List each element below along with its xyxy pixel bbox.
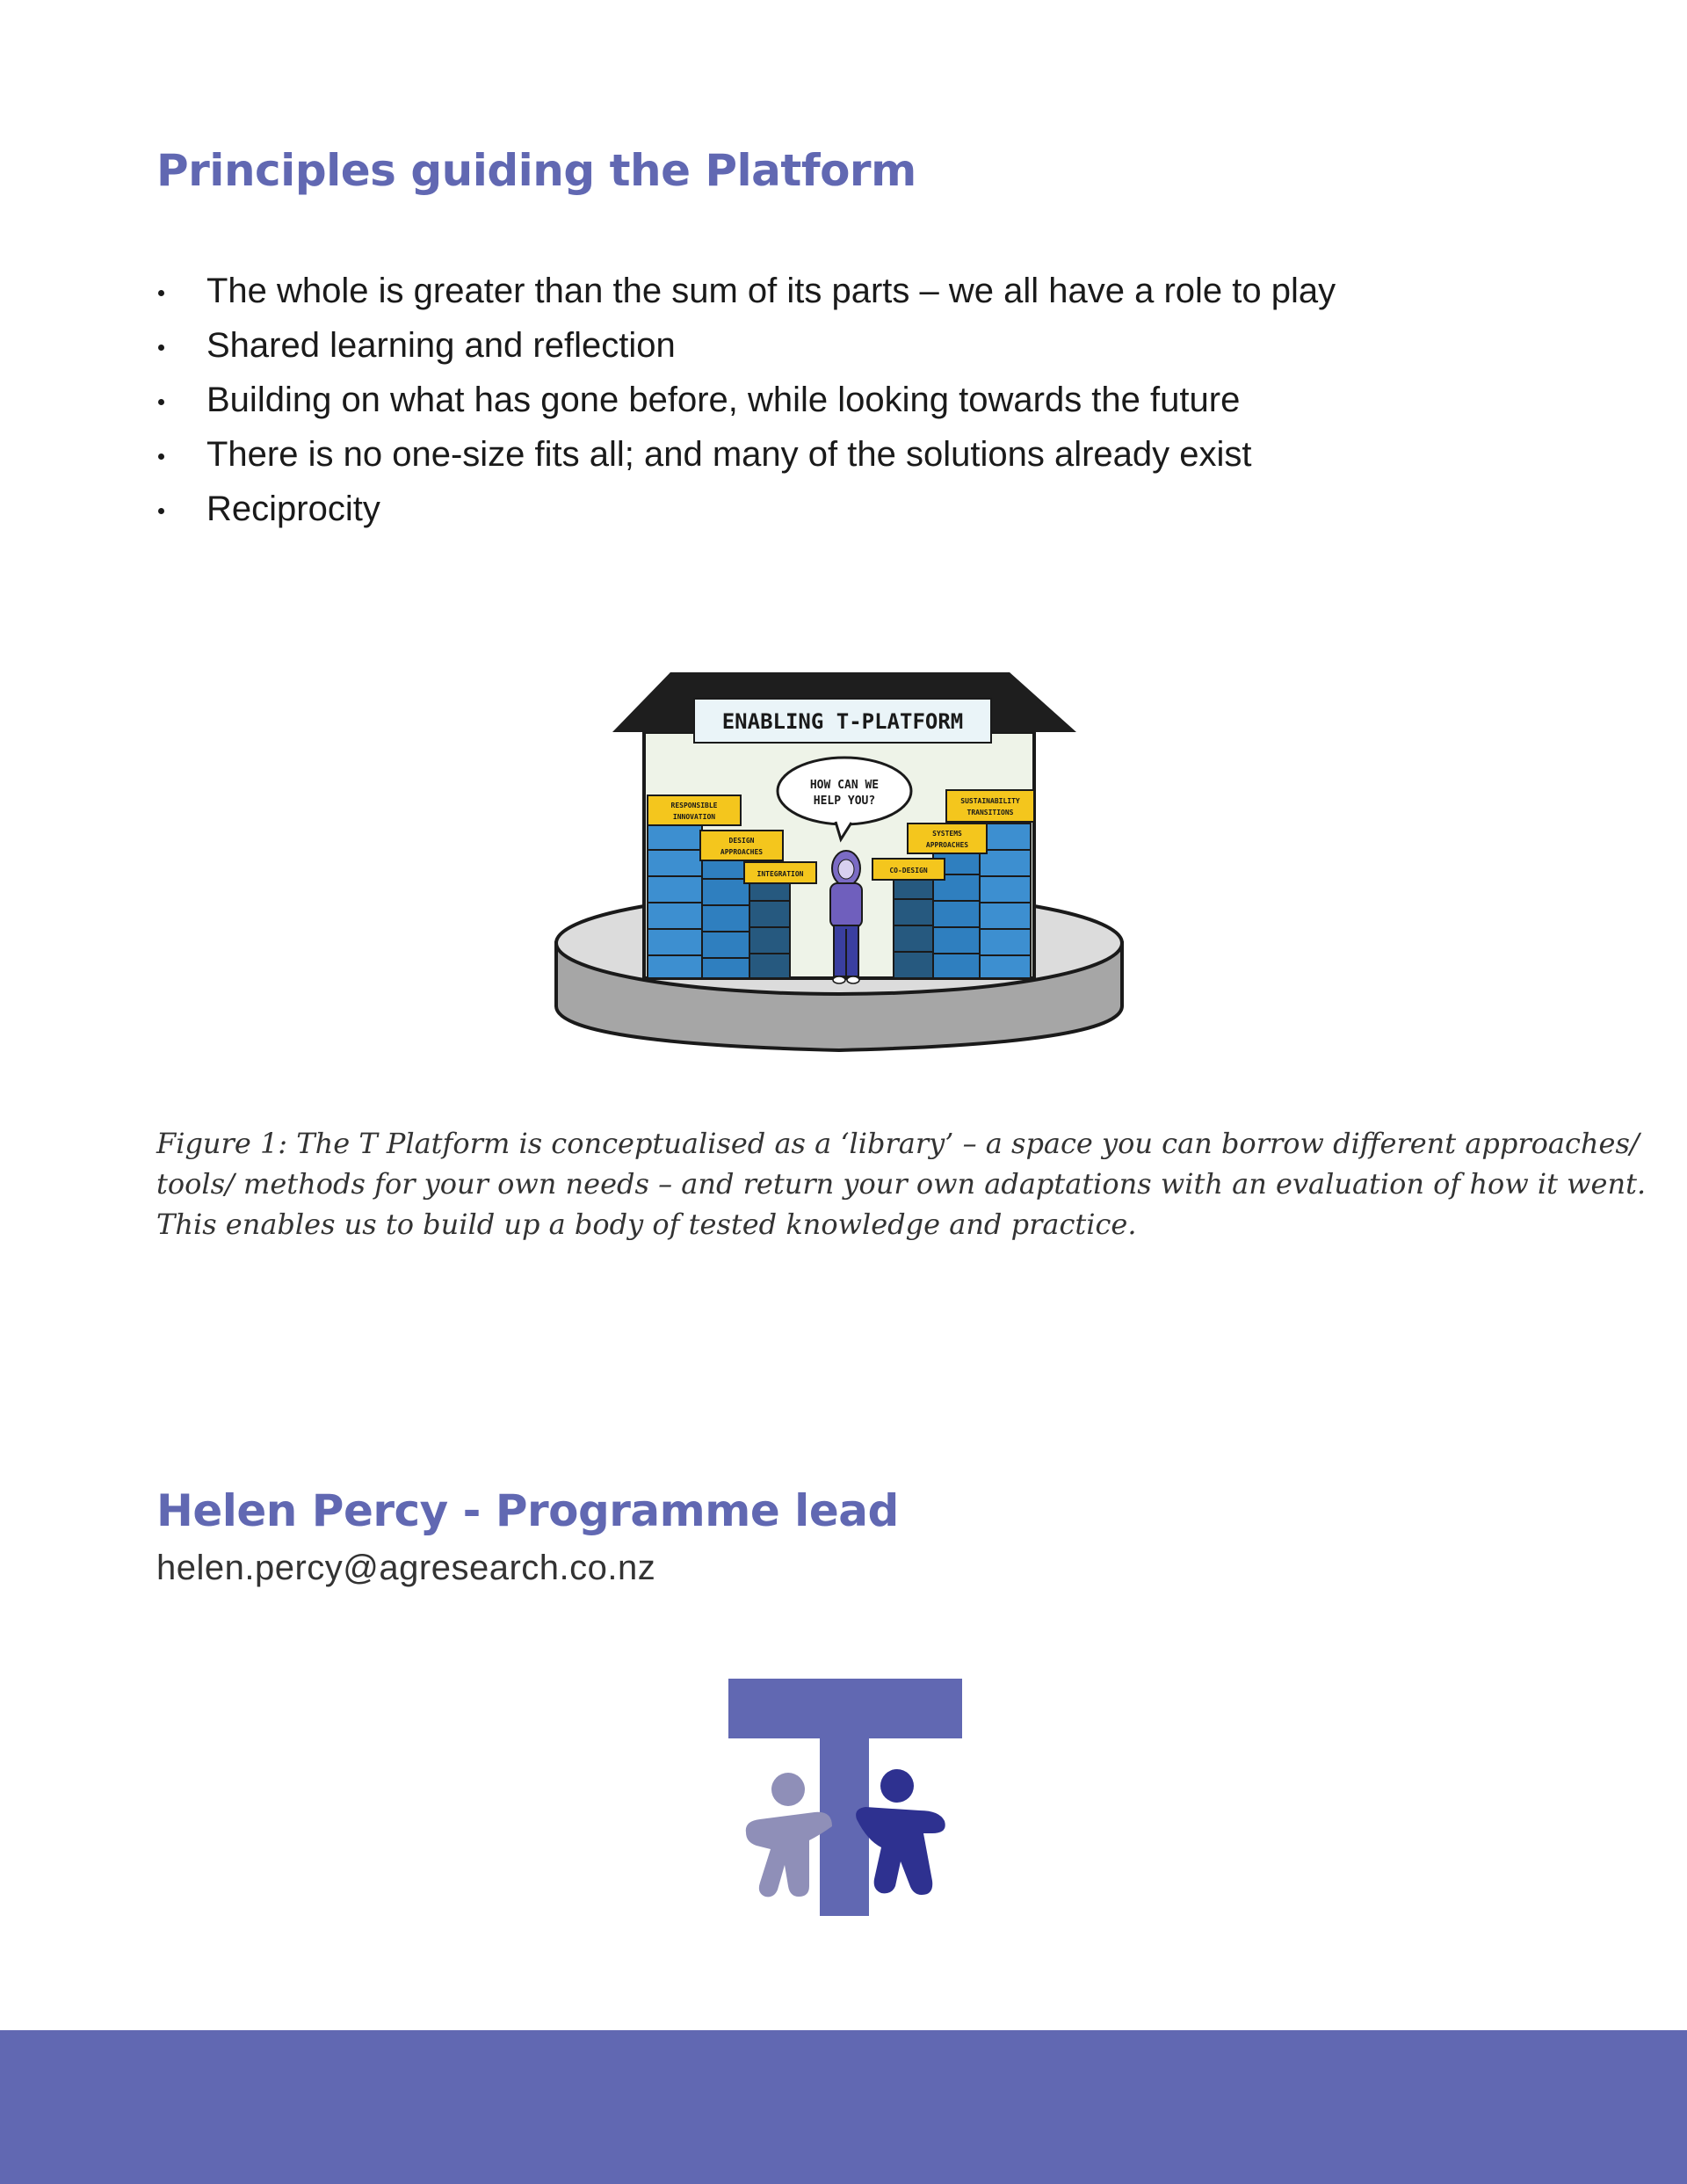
caption-line: tools/ methods for your own needs – and return your own adaptations with an evaluation of how it went.	[156, 1167, 1647, 1201]
label-design-approaches	[700, 831, 783, 860]
logo-person-dark-icon	[856, 1769, 945, 1895]
svg-text:INNOVATION: INNOVATION	[672, 813, 716, 821]
svg-text:TRANSITIONS: TRANSITIONS	[967, 809, 1014, 816]
logo-person-light-icon	[746, 1773, 832, 1897]
logo-t-bar	[728, 1679, 962, 1738]
svg-text:CO-DESIGN: CO-DESIGN	[889, 867, 928, 874]
list-item: Reciprocity	[156, 482, 1336, 536]
svg-text:INTEGRATION: INTEGRATION	[757, 870, 804, 878]
svg-text:SUSTAINABILITY: SUSTAINABILITY	[960, 797, 1020, 805]
svg-text:RESPONSIBLE: RESPONSIBLE	[670, 802, 718, 809]
svg-text:APPROACHES: APPROACHES	[720, 848, 764, 856]
svg-text:DESIGN: DESIGN	[728, 837, 755, 845]
contact-email: helen.percy@agresearch.co.nz	[156, 1549, 656, 1587]
list-item: Building on what has gone before, while looking towards the future	[156, 373, 1336, 427]
principles-list	[156, 264, 1336, 536]
list-item: The whole is greater than the sum of its parts – we all have a role to play	[156, 264, 1336, 318]
list-item: Shared learning and reflection	[156, 318, 1336, 373]
t-platform-logo	[725, 1679, 962, 1916]
svg-text:SYSTEMS: SYSTEMS	[932, 830, 962, 838]
list-item: There is no one-size fits all; and many of the solutions already exist	[156, 427, 1336, 482]
label-responsible-innovation	[648, 795, 741, 825]
t-platform-illustration	[549, 664, 1129, 1077]
caption-line: Figure 1: The T Platform is conceptualised as a ‘library’ – a space you can borrow different approaches/	[156, 1127, 1640, 1160]
svg-text:HOW CAN WE: HOW CAN WE	[809, 779, 880, 792]
footer-band	[0, 2030, 1687, 2184]
librarian-figure	[830, 851, 862, 983]
svg-text:APPROACHES: APPROACHES	[925, 841, 969, 849]
svg-text:HELP YOU?: HELP YOU?	[813, 795, 876, 808]
caption-line: This enables us to build up a body of tested knowledge and practice.	[156, 1208, 1137, 1241]
label-systems-approaches	[908, 824, 987, 853]
label-integration	[744, 862, 816, 883]
sign-text: ENABLING T-PLATFORM	[721, 709, 964, 734]
figure-caption	[156, 1123, 1647, 1244]
section-heading: Principles guiding the Platform	[156, 145, 916, 196]
label-sustainability-transitions	[946, 790, 1034, 822]
label-co-design	[872, 859, 945, 880]
contact-name: Helen Percy - Programme lead	[156, 1485, 899, 1536]
